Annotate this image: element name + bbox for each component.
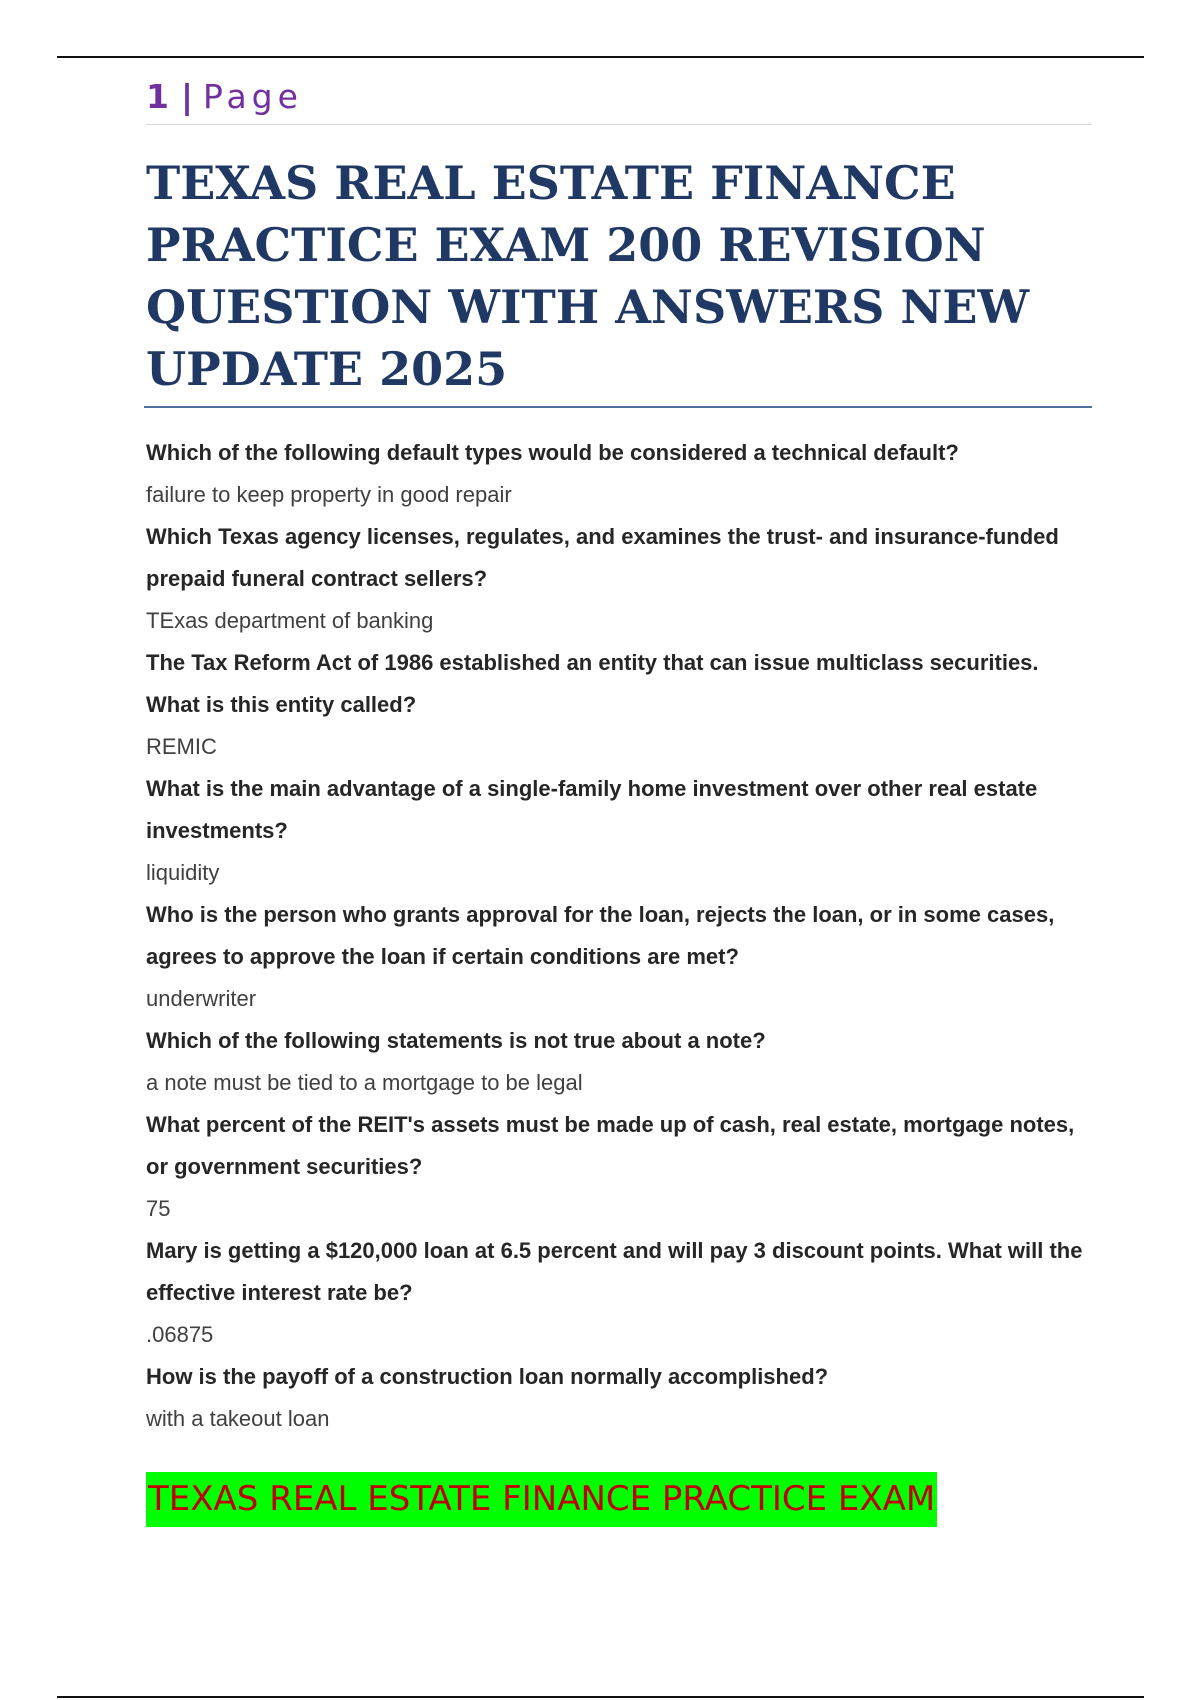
bottom-rule	[57, 1696, 1144, 1698]
question-text: What percent of the REIT's assets must be made up of cash, real estate, mortgage notes, or government securities?	[146, 1112, 1075, 1179]
answer-text: REMIC	[146, 734, 217, 759]
answer-text: underwriter	[146, 986, 257, 1011]
question-text: Which Texas agency licenses, regulates, and examines the trust- and insurance-funded prepaid funeral contract sellers?	[146, 524, 1059, 591]
title-underline	[144, 406, 1092, 408]
page-header	[146, 74, 1092, 125]
qa-list	[146, 432, 1096, 1440]
answer-text: TExas department of banking	[146, 608, 434, 633]
answer-text: liquidity	[146, 860, 220, 885]
question-text: Which of the following default types would be considered a technical default?	[146, 440, 959, 465]
question-text: The Tax Reform Act of 1986 established an entity that can issue multiclass securities. What is this entity called?	[146, 650, 1039, 717]
answer-text: failure to keep property in good repair	[146, 482, 512, 507]
question-text: What is the main advantage of a single-family home investment over other real estate investments?	[146, 776, 1038, 843]
answer-text: with a takeout loan	[146, 1406, 330, 1431]
page-label: Page	[203, 77, 303, 116]
page-number: 1	[146, 77, 169, 116]
question-text: Which of the following statements is not true about a note?	[146, 1028, 766, 1053]
question-text: Who is the person who grants approval for the loan, rejects the loan, or in some cases, agrees to approve the loan if certain conditions are met?	[146, 902, 1055, 969]
answer-text: .06875	[146, 1322, 214, 1347]
answer-text: 75	[146, 1196, 171, 1221]
question-text: Mary is getting a $120,000 loan at 6.5 percent and will pay 3 discount points. What will the effective interest rate be?	[146, 1238, 1083, 1305]
document-title: TEXAS REAL ESTATE FINANCE PRACTICE EXAM 200 REVISION QUESTION WITH ANSWERS NEW UPDATE 2025	[146, 156, 1030, 396]
question-text: How is the payoff of a construction loan normally accomplished?	[146, 1364, 829, 1389]
highlighted-heading: TEXAS REAL ESTATE FINANCE PRACTICE EXAM	[146, 1472, 937, 1527]
top-rule	[57, 56, 1144, 58]
answer-text: a note must be tied to a mortgage to be legal	[146, 1070, 583, 1095]
page-separator: |	[180, 77, 194, 116]
